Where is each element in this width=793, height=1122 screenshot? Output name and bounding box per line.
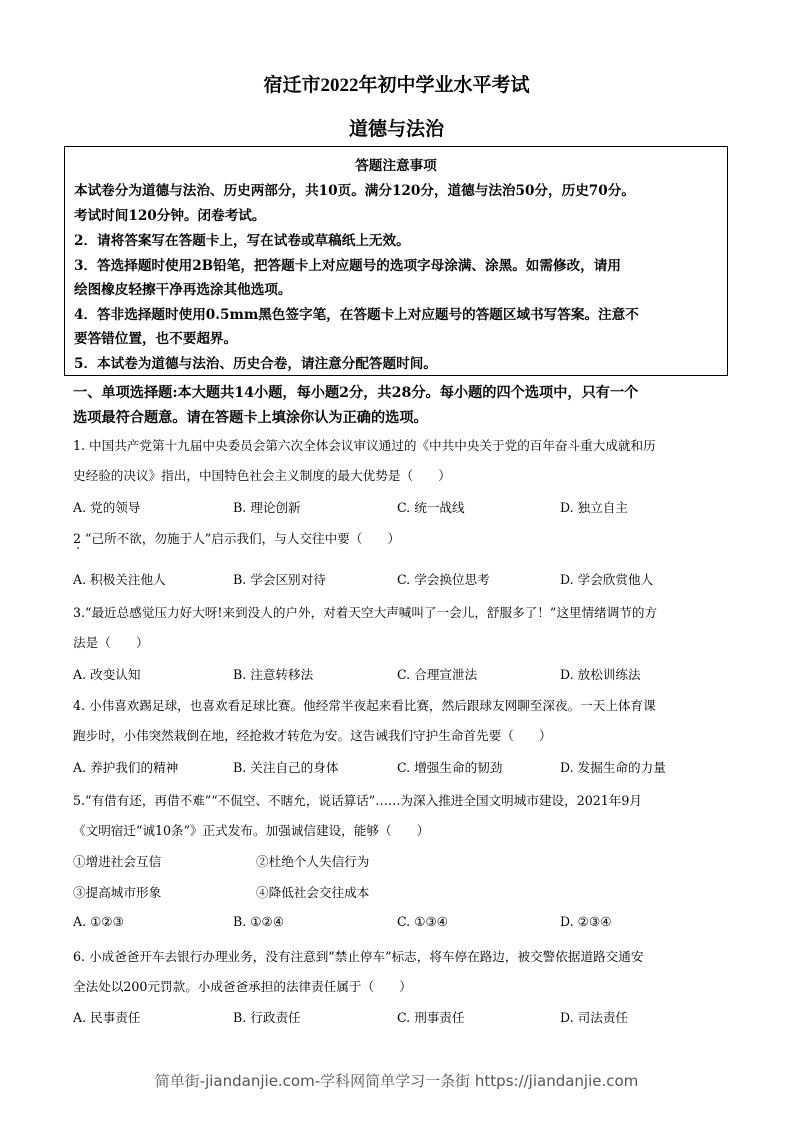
- question-5-option-a: A. ①②③: [73, 914, 124, 929]
- question-2-option-c: C. 学会换位思考: [397, 572, 490, 587]
- question-1-option-b: B. 理论创新: [233, 500, 301, 515]
- question-3-option-d: D. 放松训练法: [560, 667, 641, 682]
- notice-box: [64, 146, 728, 376]
- question-4-option-a: A. 养护我们的精神: [73, 760, 179, 775]
- notice-line: 2．请将答案写在答题卡上，写在试卷或草稿纸上无效。: [74, 233, 410, 249]
- question-5-text: 《文明宿迁“诚10条”》正式发布。加强诚信建设，能够（ ）: [73, 823, 430, 838]
- question-1-text: 1. 中国共产党第十九届中央委员会第六次全体会议审议通过的《中共中央关于党的百年奋斗重大成就和历: [73, 438, 656, 453]
- section-heading: 选项最符合题意。请在答题卡上填涂你认为正确的选项。: [73, 410, 428, 426]
- question-1-option-d: D. 独立自主: [560, 500, 629, 515]
- question-2-option-d: D. 学会欣赏他人: [560, 572, 654, 587]
- question-4-option-b: B. 关注自己的身体: [233, 760, 339, 775]
- question-4-option-c: C. 增强生命的韧劲: [397, 760, 503, 775]
- question-1-option-a: A. 党的领导: [73, 500, 141, 515]
- question-6-text: 全法处以200元罚款。小成爸爸承担的法律责任属于（ ）: [73, 979, 412, 994]
- question-1-text: 史经验的决议》指出，中国特色社会主义制度的最大优势是（ ）: [73, 468, 451, 483]
- question-3-text: 3.“最近总感觉压力好大呀!来到没人的户外，对着天空大声喊叫了一会儿，舒服多了！”这里情绪调节的方: [73, 605, 658, 620]
- question-6-text: 6. 小成爸爸开车去银行办理业务，没有注意到“禁止停车”标志，将车停在路边，被交警依据道路交通安: [73, 949, 644, 964]
- question-5-statement: ④降低社会交往成本: [256, 885, 370, 900]
- question-4-option-d: D. 发掘生命的力量: [560, 760, 666, 775]
- question-5-option-c: C. ①③④: [397, 914, 449, 929]
- question-2-option-b: B. 学会区别对待: [233, 572, 326, 587]
- question-6-option-b: B. 行政责任: [233, 1010, 301, 1025]
- footer-watermark: 简单街-jiandanjie.com-学科网简单学习一条街 https://jiandanjie.com: [154, 1072, 639, 1090]
- notice-line: 3．答选择题时使用2B铅笔，把答题卡上对应题号的选项字母涂满、涂黑。如需修改，请用: [74, 258, 621, 274]
- question-5-option-b: B. ①②④: [233, 914, 285, 929]
- question-3-option-a: A. 改变认知: [73, 667, 141, 682]
- notice-heading: 答题注意事项: [355, 158, 437, 174]
- question-5-text: 5.“有借有还，再借不难”“不侃空、不瞎允，说话算话”……为深入推进全国文明城市建设，2021年9月: [73, 793, 642, 808]
- notice-line: 绘图橡皮轻擦干净再选涂其他选项。: [74, 282, 292, 298]
- question-1-option-c: C. 统一战线: [397, 500, 465, 515]
- question-4-text: 跑步时，小伟突然栽倒在地，经抢救才转危为安。这告诫我们守护生命首先要（ ）: [73, 728, 552, 743]
- question-2-option-a: A. 积极关注他人: [73, 572, 166, 587]
- question-3-option-c: C. 合理宣泄法: [397, 667, 478, 682]
- notice-line: 考试时间120分钟。闭卷考试。: [74, 208, 266, 224]
- notice-line: 本试卷分为道德与法治、历史两部分，共10页。满分120分，道德与法治50分，历史70分。: [74, 183, 635, 199]
- notice-line: 要答错位置，也不要超界。: [74, 331, 238, 347]
- question-5-statement: ③提高城市形象: [73, 885, 162, 900]
- question-6-option-c: C. 刑事责任: [397, 1010, 465, 1025]
- question-3-option-b: B. 注意转移法: [233, 667, 314, 682]
- question-5-option-d: D. ②③④: [560, 914, 612, 929]
- question-5-statement: ①增进社会互信: [73, 854, 162, 869]
- question-4-text: 4. 小伟喜欢踢足球，也喜欢看足球比赛。他经常半夜起来看比赛，然后跟球友网聊至深夜。一天上体育课: [73, 698, 656, 713]
- question-6-option-a: A. 民事责任: [73, 1010, 141, 1025]
- subject-title: 道德与法治: [348, 119, 444, 140]
- section-heading: 一、单项选择题:本大题共14小题，每小题2分，共28分。每小题的四个选项中，只有一个: [73, 385, 639, 401]
- print-mark: [77, 547, 79, 549]
- exam-title: 宿迁市2022年初中学业水平考试: [263, 75, 530, 96]
- question-5-statement: ②杜绝个人失信行为: [256, 854, 370, 869]
- notice-line: 5．本试卷为道德与法治、历史合卷，请注意分配答题时间。: [74, 356, 437, 372]
- question-3-text: 法是（ ）: [73, 635, 149, 650]
- notice-line: 4．答非选择题时使用0.5mm黑色签字笔，在答题卡上对应题号的答题区域书写答案。注意不: [74, 307, 639, 323]
- question-6-option-d: D. 司法责任: [560, 1010, 629, 1025]
- question-2-text: 2 “己所不欲，勿施于人”启示我们，与人交往中要（ ）: [73, 531, 401, 546]
